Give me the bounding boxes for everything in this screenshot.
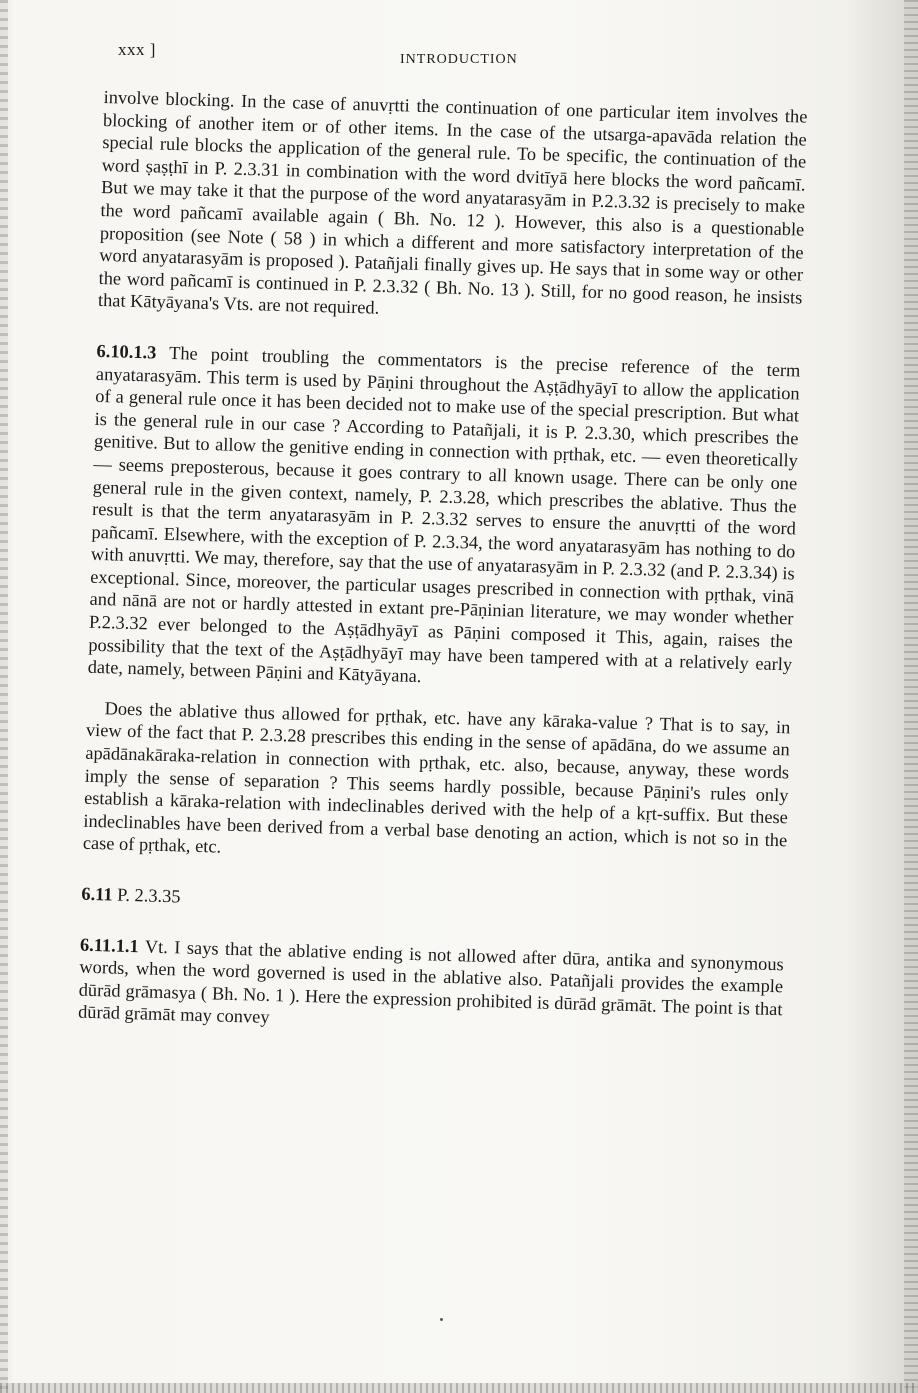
scan-speck <box>440 1318 443 1321</box>
bottom-page-edge <box>0 1383 918 1393</box>
paragraph-text: The point troubling the commentators is the precise reference of the term anyatarasyām. This term is used by Pāṇini throughout the Aṣṭādhyāyī to allow the application of a general rule once it has been decided not to make use of the special prescription. But what is the general rule in our case ? According to Patañjali, it is P. 2.3.30, which prescribes the genitive. But to allow the genitive ending in connection with pṛthak, etc. — even theoretically — seems preposterous, because it goes contrary to all known usage. There can be only one general rule in the given context, namely, P. 2.3.28, which prescribes the ablative. Thus the result is that the term anyatarasyām in P. 2.3.32 serves to ensure the anuvṛtti of the word pañcamī. Elsewhere, with the exception of P. 2.3.34, the word anyatarasyām has nothing to do with anuvṛtti. We may, therefore, say that the use of anyatarasyām in P. 2.3.32 (and P. 2.3.34) is exceptional. Since, moreover, the particular usages prescribed in connection with pṛthak, vinā and nānā are not or hardly attested in extant pre-Pāṇinian literature, we may wonder whether P.2.3.32 ever belonged to the Aṣṭādhyāyī as Pāṇini composed it This, again, raises the possibility that the text of the Aṣṭādhyāyī may have been tampered with at a relatively early date, namely, between Pāṇini and Kātyāyana. <box>87 342 801 687</box>
page-header <box>118 40 808 70</box>
paragraph-continuation: involve blocking. In the case of anuvṛtti the continuation of one particular item involves the blocking of another item or of other items. In the case of the utsarga-apavāda relation the special rule blocks the application of the general rule. To be specific, the continuation of the word ṣaṣṭhī in P. 2.3.31 in combination with the word dvitīyā here blocks the word pañcamī. But we may take it that the purpose of the word anyatarasyām in P.2.3.32 is precisely to make the word pañcamī available again ( Bh. No. 12 ). However, this also is a questionable proposition (see Note ( 58 ) in which a different and more satisfactory interpretation of the word anyatarasyām is proposed ). Patañjali finally gives up. He says that in some way or other the word pañcamī is continued in P. 2.3.32 ( Bh. No. 13 ). Still, for no good reason, he insists that Kātyāyana's Vts. are not required. <box>97 86 808 319</box>
left-binding-edge <box>0 0 8 1393</box>
section-heading-6-11 <box>81 883 785 925</box>
section-number: 6.11 <box>81 883 113 905</box>
paragraph-6-11-1-1 <box>78 933 784 1043</box>
section-heading-text: P. 2.3.35 <box>116 884 181 907</box>
page-body <box>78 86 808 1043</box>
section-number: 6.10.1.3 <box>96 340 157 363</box>
paragraph-text: Vt. I says that the ablative ending is not allowed after dūra, antika and synonymous words, when the word governed is used in the ablative also. Patañjali provides the example dūrād grāmasya ( Bh. No. 1 ). Here the expression prohibited is dūrād grāmāt. The point is that dūrād grāmāt may convey <box>77 936 785 1028</box>
paragraph-karaka-value: Does the ablative thus allowed for pṛthak, etc. have any kāraka-value ? That is to say, in view of the fact that P. 2.3.28 prescribes this ending in the sense of apādāna, do we assume an apādānakāraka-relation in connection with pṛthak, etc. also, because, anyway, these words imply the sense of separation ? This seems hardly possible, because Pāṇini's rules only establish a kāraka-relation with indeclinables derived with the help of a kṛt-suffix. But these indeclinables have been derived from a verbal base denoting an action, which is not so in the case of pṛthak, etc. <box>82 698 791 857</box>
paragraph-6-10-1-3 <box>87 340 800 698</box>
page-number: xxx ] <box>118 40 156 59</box>
right-page-edge <box>904 0 918 1393</box>
running-title: INTRODUCTION <box>400 52 518 67</box>
section-number: 6.11.1.1 <box>79 934 140 956</box>
